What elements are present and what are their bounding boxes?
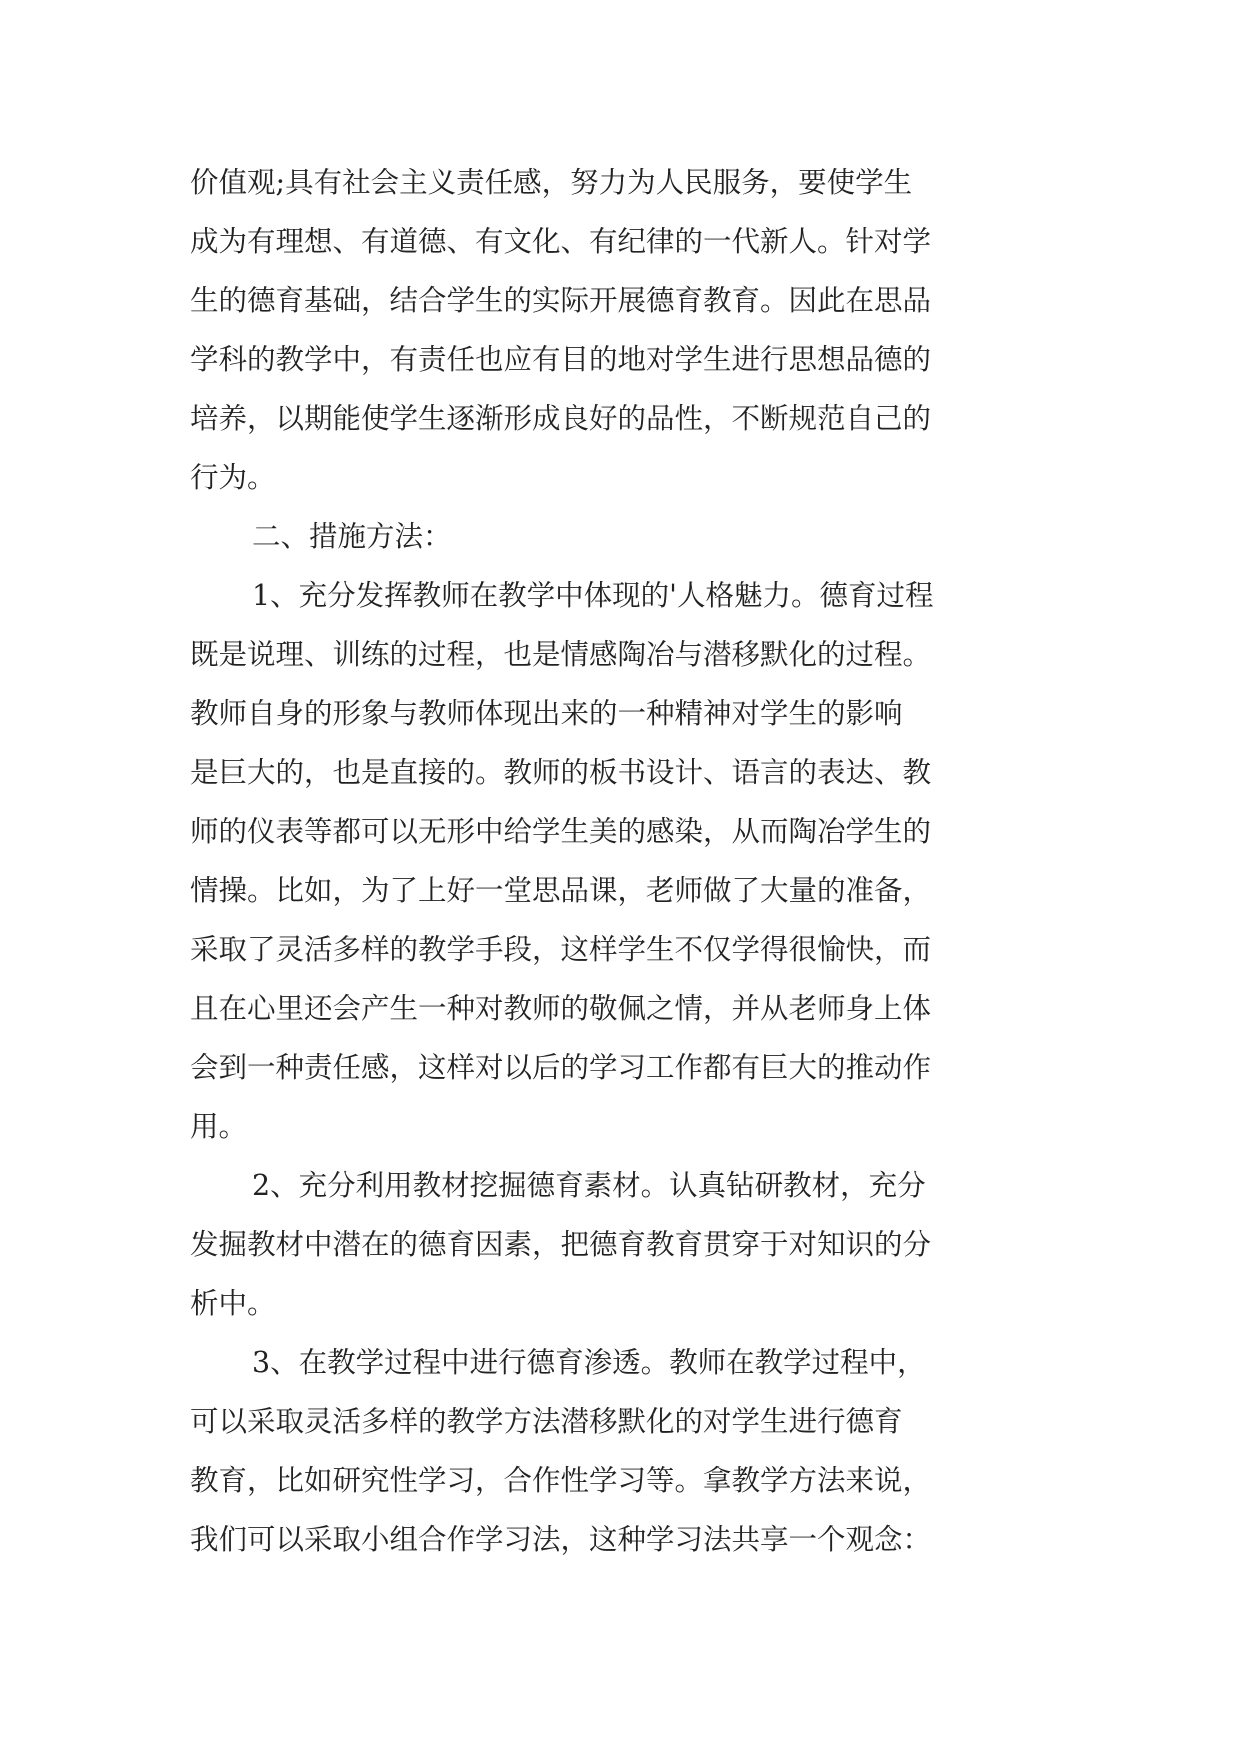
section-heading: 二、措施方法： bbox=[252, 520, 452, 553]
text-line: 会到一种责任感，这样对以后的学习工作都有巨大的推动作 bbox=[190, 1051, 932, 1084]
text-line: 成为有理想、有道德、有文化、有纪律的一代新人。针对学 bbox=[190, 225, 932, 258]
text-line: 生的德育基础，结合学生的实际开展德育教育。因此在思品 bbox=[190, 284, 932, 317]
text-line: 教育，比如研究性学习，合作性学习等。拿教学方法来说， bbox=[190, 1464, 932, 1497]
text-line: 价值观;具有社会主义责任感，努力为人民服务，要使学生 bbox=[190, 166, 913, 199]
text-line: 采取了灵活多样的教学手段，这样学生不仅学得很愉快，而 bbox=[190, 933, 932, 966]
text-line: 析中。 bbox=[190, 1287, 276, 1320]
text-line: 既是说理、训练的过程，也是情感陶冶与潜移默化的过程。 bbox=[190, 638, 932, 671]
text-line: 培养，以期能使学生逐渐形成良好的品性，不断规范自己的 bbox=[190, 402, 932, 435]
text-line: 是巨大的，也是直接的。教师的板书设计、语言的表达、教 bbox=[190, 756, 932, 789]
text-line: 情操。比如，为了上好一堂思品课，老师做了大量的准备， bbox=[190, 874, 932, 907]
text-line: 教师自身的形象与教师体现出来的一种精神对学生的影响 bbox=[190, 697, 903, 730]
text-line: 2、充分利用教材挖掘德育素材。认真钻研教材，充分 bbox=[252, 1169, 926, 1202]
text-line: 发掘教材中潜在的德育因素，把德育教育贯穿于对知识的分 bbox=[190, 1228, 932, 1261]
text-line: 1、充分发挥教师在教学中体现的'人格魅力。德育过程 bbox=[252, 579, 934, 612]
text-line: 我们可以采取小组合作学习法，这种学习法共享一个观念： bbox=[190, 1523, 932, 1556]
text-line: 3、在教学过程中进行德育渗透。教师在教学过程中， bbox=[252, 1346, 926, 1379]
text-line: 学科的教学中，有责任也应有目的地对学生进行思想品德的 bbox=[190, 343, 932, 376]
text-line: 用。 bbox=[190, 1110, 248, 1143]
text-line: 可以采取灵活多样的教学方法潜移默化的对学生进行德育 bbox=[190, 1405, 903, 1438]
text-line: 师的仪表等都可以无形中给学生美的感染，从而陶冶学生的 bbox=[190, 815, 932, 848]
text-line: 且在心里还会产生一种对教师的敬佩之情，并从老师身上体 bbox=[190, 992, 932, 1025]
text-line: 行为。 bbox=[190, 461, 276, 494]
